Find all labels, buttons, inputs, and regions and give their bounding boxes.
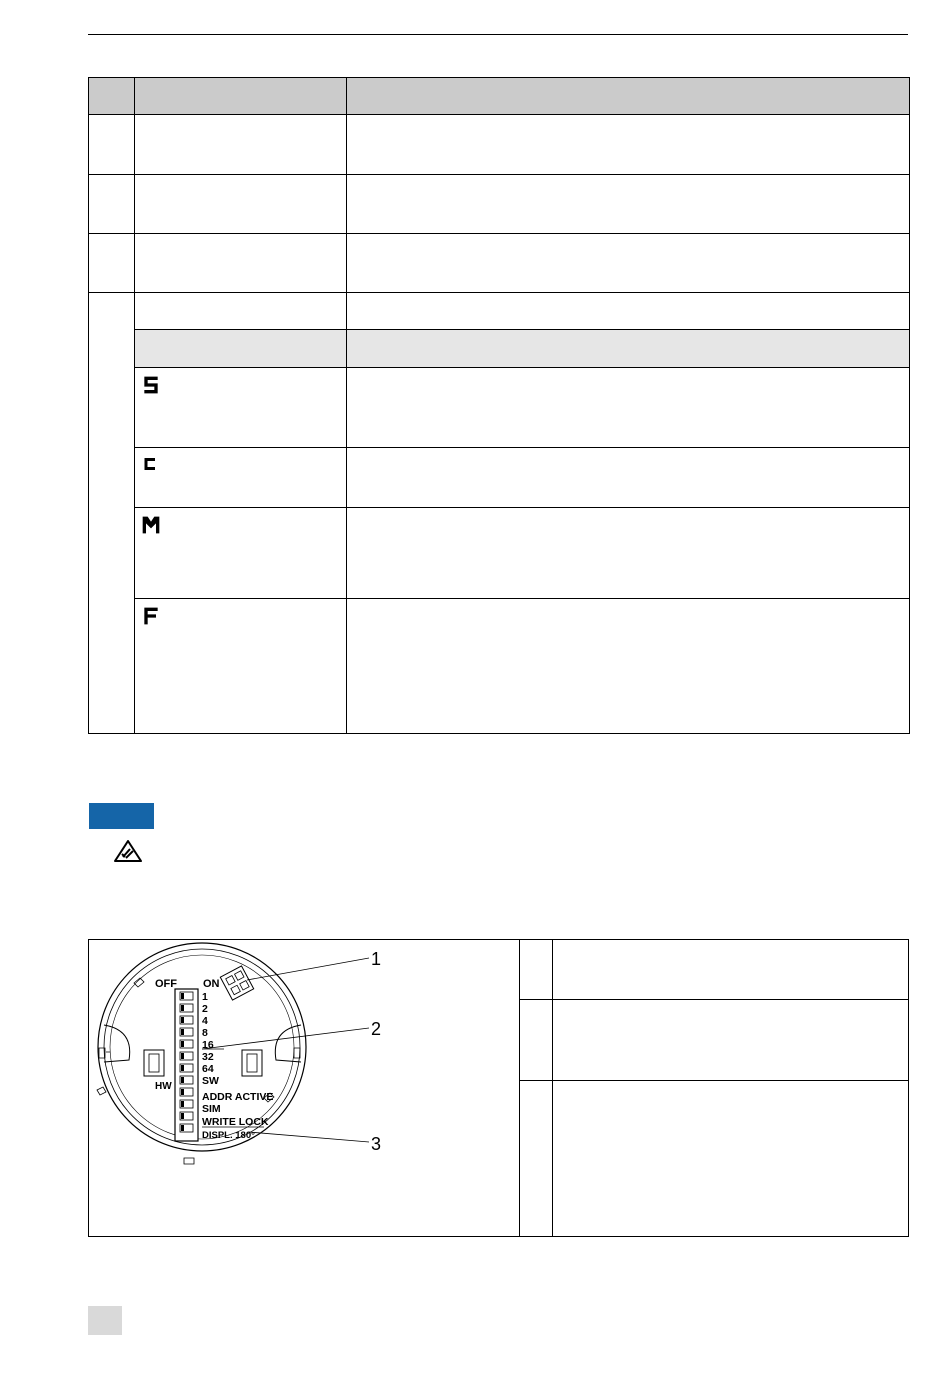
table-row (89, 175, 910, 234)
callout-1: 1 (371, 949, 382, 969)
table-row-status-m (89, 508, 910, 599)
table-row (89, 293, 910, 330)
header-rule (88, 34, 908, 35)
switch-label: 1 (202, 991, 208, 1003)
switch-label: 64 (202, 1063, 214, 1075)
header-cell-description (347, 78, 910, 115)
table-row-status-f (89, 599, 910, 734)
switch-label: 16 (202, 1039, 214, 1051)
switch-label: 32 (202, 1051, 214, 1063)
page-number-box (88, 1306, 122, 1335)
switch-label: 2 (202, 1003, 208, 1015)
switch-label: SIM (202, 1103, 221, 1115)
hw-label: HW (155, 1081, 172, 1092)
callout-2: 2 (371, 1019, 382, 1039)
status-s-icon (141, 375, 161, 395)
table-subheader-row (89, 330, 910, 368)
switch-label: ADDR ACTIVE (202, 1091, 274, 1103)
off-label: OFF (155, 978, 177, 990)
switch-label: 8 (202, 1027, 208, 1039)
dip-switch-figure (88, 939, 909, 1237)
table-header-row (89, 78, 910, 115)
switch-label: SW (202, 1075, 219, 1087)
status-c-icon (141, 455, 157, 473)
status-table (88, 77, 910, 734)
callout-3: 3 (371, 1134, 382, 1154)
status-f-icon (141, 606, 161, 626)
table-row (89, 115, 910, 175)
housing-drawing (89, 940, 519, 1236)
notice-label (89, 803, 154, 829)
header-cell-no (89, 78, 135, 115)
esd-warning-icon (113, 839, 143, 863)
status-m-icon (141, 515, 161, 535)
table-row-status-c (89, 448, 910, 508)
switch-label: 4 (202, 1015, 208, 1027)
table-row-status-s (89, 368, 910, 448)
on-label: ON (203, 978, 220, 990)
table-row (89, 234, 910, 293)
header-cell-item (135, 78, 347, 115)
merged-cell (89, 293, 135, 734)
switch-label: DISPL. 180° (202, 1130, 255, 1141)
switch-label: WRITE LOCK (202, 1116, 269, 1128)
